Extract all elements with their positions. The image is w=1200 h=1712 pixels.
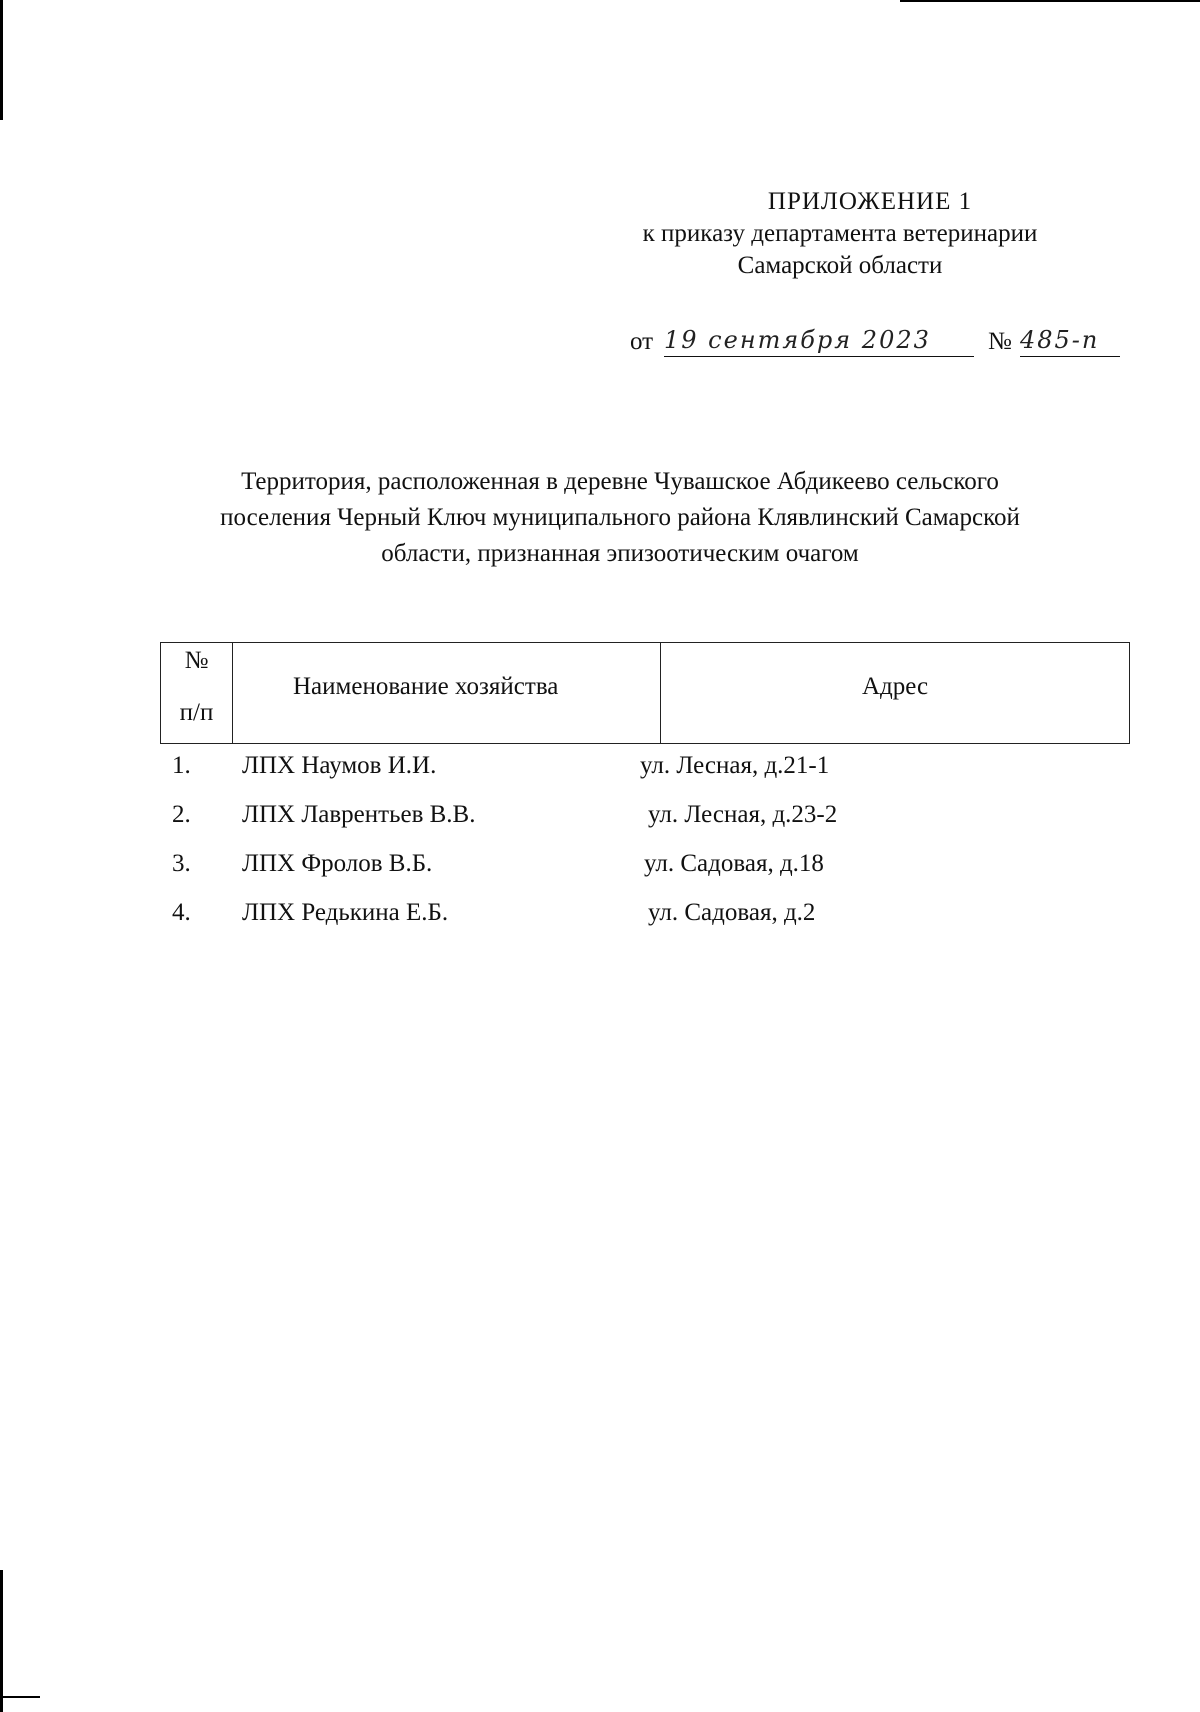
table-row <box>160 793 1130 842</box>
row-farm-name: ЛПХ Фролов В.Б. <box>242 850 433 877</box>
row-farm-name: ЛПХ Редькина Е.Б. <box>242 899 449 926</box>
table-body <box>160 744 1130 940</box>
table-row <box>160 744 1130 793</box>
document-heading <box>150 464 1090 572</box>
scan-edge-artifact <box>0 0 3 120</box>
scan-edge-artifact <box>0 1570 3 1712</box>
scan-edge-artifact <box>0 1696 40 1698</box>
header-pp: п/п <box>179 699 214 726</box>
row-address: ул. Садовая, д.18 <box>644 850 824 877</box>
row-address: ул. Лесная, д.23-2 <box>648 801 838 828</box>
table-row <box>160 842 1130 891</box>
table-row <box>160 891 1130 940</box>
heading-line: поселения Черный Ключ муниципального района Клявлинский Самарской <box>220 504 1020 531</box>
order-reference <box>630 326 1130 360</box>
header-cell-number <box>160 642 232 744</box>
row-farm-name: ЛПХ Наумов И.И. <box>242 752 437 779</box>
appendix-title: ПРИЛОЖЕНИЕ 1 <box>767 188 973 215</box>
appendix-line: к приказу департамента ветеринарии <box>642 220 1038 247</box>
header-name-label: Наименование хозяйства <box>293 673 559 700</box>
appendix-header <box>560 186 1120 282</box>
heading-line: Территория, расположенная в деревне Чувашское Абдикеево сельского <box>241 468 999 495</box>
header-address-label: Адрес <box>861 673 929 700</box>
order-date-handwritten: 19 сентября 2023 <box>664 326 974 357</box>
row-index: 1. <box>172 752 191 779</box>
row-farm-name: ЛПХ Лаврентьев В.В. <box>242 801 476 828</box>
row-index: 3. <box>172 850 191 877</box>
order-from-label: от <box>630 328 654 355</box>
header-cell-address <box>660 642 1130 744</box>
table-header <box>160 642 1130 744</box>
row-index: 4. <box>172 899 191 926</box>
order-number-label: № <box>988 328 1012 355</box>
row-index: 2. <box>172 801 191 828</box>
scan-edge-artifact <box>900 0 1200 2</box>
heading-line: области, признанная эпизоотическим очагом <box>381 540 859 567</box>
row-address: ул. Садовая, д.2 <box>648 899 816 926</box>
row-address: ул. Лесная, д.21-1 <box>640 752 830 779</box>
appendix-line: Самарской области <box>737 252 943 279</box>
header-number-sign: № <box>184 647 209 674</box>
header-cell-name <box>232 642 660 744</box>
order-number-handwritten: 485-п <box>1020 326 1120 357</box>
